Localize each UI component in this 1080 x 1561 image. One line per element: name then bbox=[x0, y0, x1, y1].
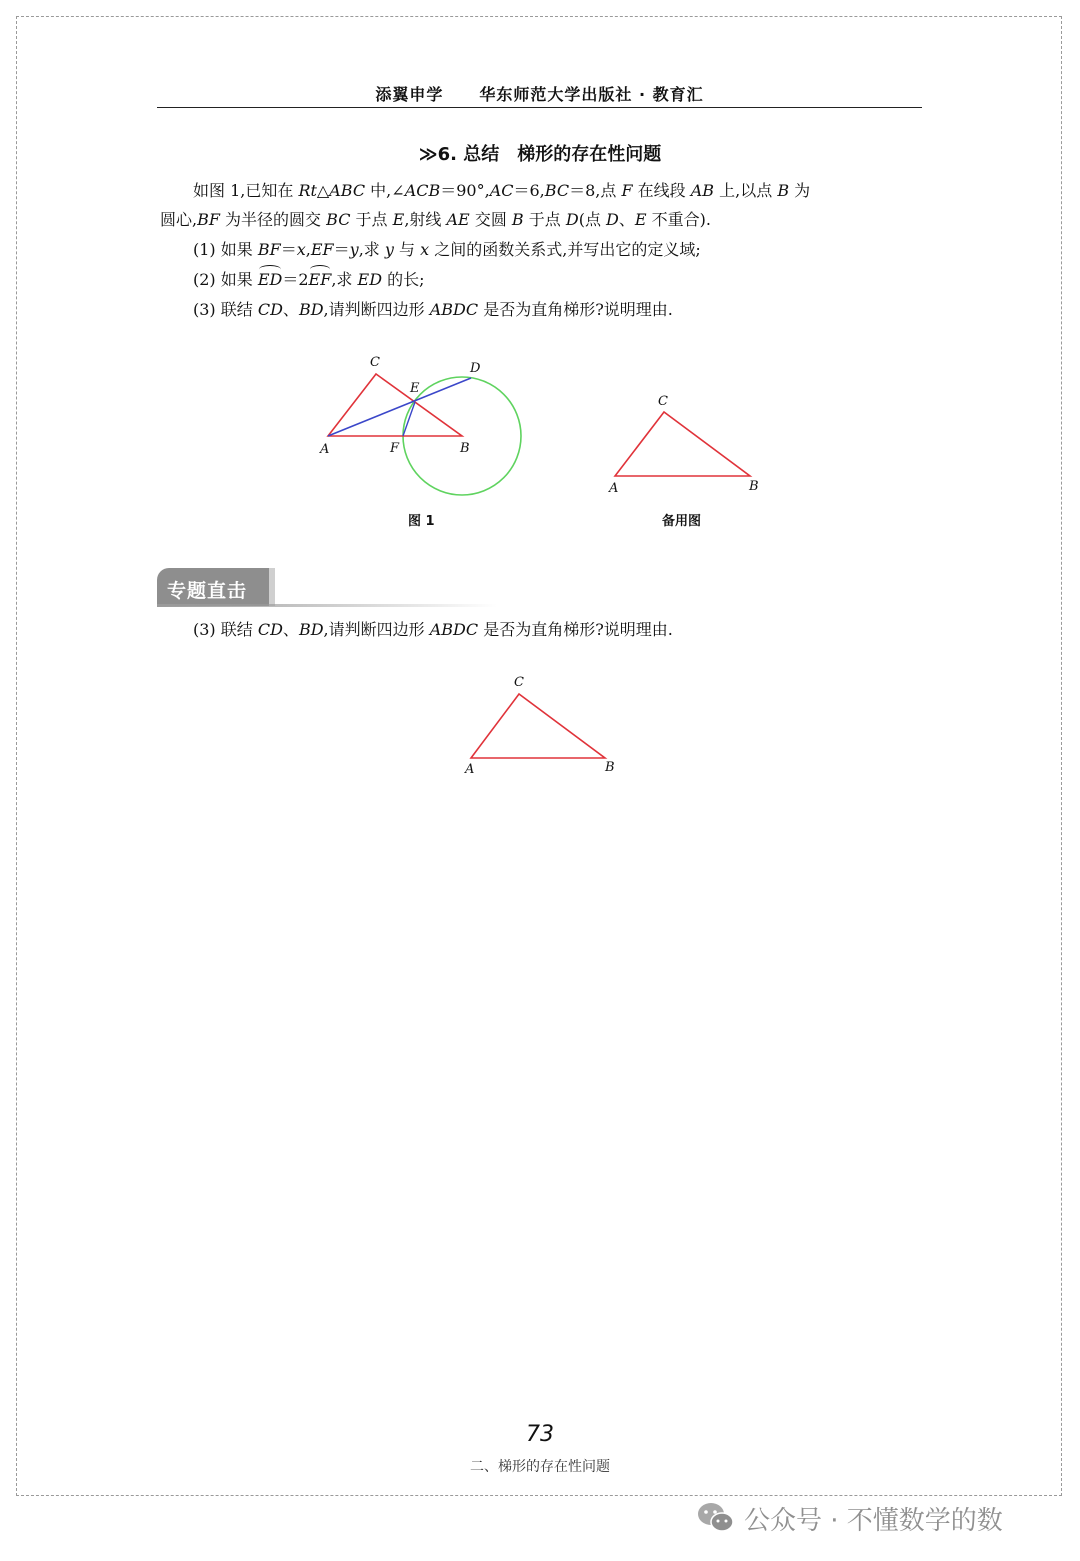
running-header bbox=[157, 82, 922, 105]
text-run: ,请判断四边形 bbox=[323, 300, 430, 319]
label-c: C bbox=[658, 394, 668, 409]
math-term: x bbox=[296, 240, 306, 259]
math-term: BF bbox=[197, 210, 220, 229]
topic-tab bbox=[157, 568, 275, 606]
text-run: 、 bbox=[282, 620, 299, 639]
figure-spare-caption: 备用图 bbox=[662, 514, 702, 529]
section-label: 总结 bbox=[463, 144, 500, 165]
text-run: 为 bbox=[789, 181, 811, 200]
label-f: F bbox=[390, 441, 400, 456]
text-run: 如图 1,已知在 bbox=[193, 181, 299, 200]
label-b: B bbox=[460, 441, 470, 456]
text-run: (1) 如果 bbox=[193, 240, 258, 259]
math-term: EF bbox=[310, 240, 334, 259]
math-term: BD bbox=[298, 620, 324, 639]
triangle-abc bbox=[328, 374, 462, 436]
math-term: ABDC bbox=[429, 300, 479, 319]
label-c: C bbox=[514, 675, 524, 690]
text-run: 是否为直角梯形?说明理由. bbox=[478, 300, 673, 319]
math-term: BF bbox=[257, 240, 281, 259]
label-a: A bbox=[320, 442, 330, 457]
math-term: ED bbox=[257, 270, 283, 289]
label-a: A bbox=[609, 481, 619, 495]
math-term: E bbox=[634, 210, 647, 229]
header-rule bbox=[157, 107, 922, 108]
text-run: 、 bbox=[282, 300, 299, 319]
text-run: ,求 bbox=[358, 240, 385, 259]
problem-line-1 bbox=[193, 181, 810, 201]
math-term: B bbox=[511, 210, 524, 229]
math-term: x bbox=[420, 240, 430, 259]
math-term: D bbox=[606, 210, 619, 229]
math-term: AC bbox=[489, 181, 514, 200]
triangle-abc-spare bbox=[615, 412, 750, 476]
text-run: 中,∠ bbox=[365, 181, 405, 200]
math-term: BD bbox=[298, 300, 324, 319]
math-term: BC bbox=[544, 181, 570, 200]
topic-rule bbox=[157, 604, 497, 607]
figure-1 bbox=[310, 350, 540, 505]
label-e: E bbox=[410, 381, 420, 396]
math-term: BC bbox=[326, 210, 351, 229]
text-run: 之间的函数关系式,并写出它的定义域; bbox=[429, 240, 701, 259]
label-d: D bbox=[470, 361, 481, 376]
problem-line-2 bbox=[160, 210, 711, 230]
math-term: y bbox=[384, 240, 394, 259]
running-footer: 二、梯形的存在性问题 bbox=[470, 1459, 610, 1475]
triangle-abc-topic bbox=[471, 694, 605, 758]
text-run: 于点 bbox=[523, 210, 566, 229]
text-run: 为半径的圆交 bbox=[219, 210, 327, 229]
text-run: 不重合). bbox=[646, 210, 711, 229]
text-run: (2) 如果 bbox=[193, 270, 258, 289]
question-2 bbox=[193, 270, 425, 290]
section-title bbox=[0, 140, 1080, 166]
wechat-icon bbox=[696, 1500, 736, 1536]
text-run: ,求 bbox=[331, 270, 358, 289]
text-run: 、 bbox=[618, 210, 635, 229]
page-number: 73 bbox=[526, 1422, 554, 1447]
label-b: B bbox=[605, 760, 615, 775]
label-b: B bbox=[749, 479, 759, 494]
math-term: E bbox=[392, 210, 405, 229]
math-term: y bbox=[349, 240, 359, 259]
section-marker: ≫6. bbox=[418, 144, 457, 165]
text-run: 交圆 bbox=[469, 210, 512, 229]
math-term: D bbox=[565, 210, 579, 229]
text-run: ,射线 bbox=[404, 210, 447, 229]
figure-topic bbox=[455, 672, 625, 782]
text-run: 在线段 bbox=[632, 181, 691, 200]
text-run: ,请判断四边形 bbox=[323, 620, 430, 639]
text-run: 圆心, bbox=[160, 210, 198, 229]
text-run: ＝ bbox=[333, 240, 350, 259]
math-term: AB bbox=[690, 181, 715, 200]
text-run: ＝8,点 bbox=[569, 181, 622, 200]
math-term: Rt△ABC bbox=[298, 181, 366, 200]
text-run: 是否为直角梯形?说明理由. bbox=[478, 620, 673, 639]
math-term: F bbox=[621, 181, 633, 200]
text-run: , bbox=[305, 240, 311, 259]
math-term: CD bbox=[257, 620, 283, 639]
header-series: 添翼申学 bbox=[375, 85, 444, 104]
section-heading: 梯形的存在性问题 bbox=[517, 144, 662, 165]
text-run: 与 bbox=[393, 240, 421, 259]
text-run: (3) 联结 bbox=[193, 620, 258, 639]
watermark-text: 公众号 · 不懂数学的数 bbox=[744, 1505, 1003, 1536]
topic-tab-label: 专题直击 bbox=[167, 580, 248, 602]
text-run: 的长; bbox=[382, 270, 425, 289]
label-c: C bbox=[370, 355, 380, 370]
math-term: CD bbox=[257, 300, 283, 319]
figure-spare bbox=[600, 390, 770, 495]
text-run: ＝ bbox=[280, 240, 297, 259]
text-run: ＝2 bbox=[282, 270, 309, 289]
label-a: A bbox=[465, 762, 475, 777]
text-run: (点 bbox=[578, 210, 607, 229]
text-run: ＝90°, bbox=[440, 181, 490, 200]
watermark bbox=[696, 1498, 1003, 1538]
text-run: (3) 联结 bbox=[193, 300, 258, 319]
math-term: EF bbox=[308, 270, 332, 289]
text-run: 上,以点 bbox=[714, 181, 778, 200]
math-term: ABDC bbox=[429, 620, 479, 639]
figure-1-caption: 图 1 bbox=[408, 514, 435, 529]
math-term: B bbox=[777, 181, 790, 200]
math-term: ED bbox=[357, 270, 383, 289]
topic-question-3 bbox=[193, 620, 673, 640]
math-term: ACB bbox=[404, 181, 441, 200]
question-1 bbox=[193, 240, 701, 260]
text-run: 于点 bbox=[350, 210, 393, 229]
header-publisher: 华东师范大学出版社 · 教育汇 bbox=[479, 85, 704, 104]
math-term: AE bbox=[446, 210, 470, 229]
question-3 bbox=[193, 300, 673, 320]
text-run: ＝6, bbox=[513, 181, 545, 200]
